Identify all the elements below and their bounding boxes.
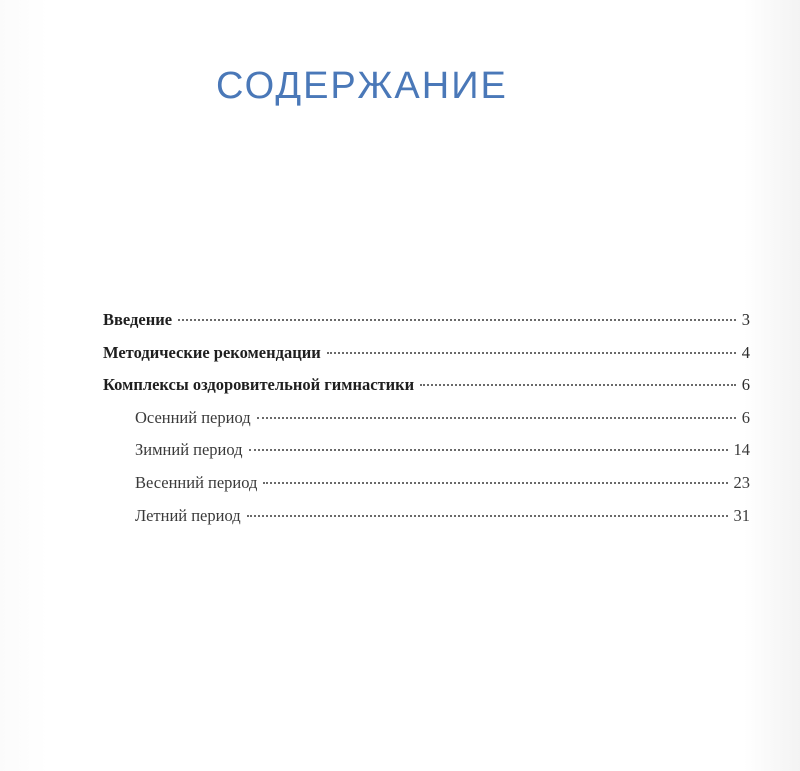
toc-entry-page: 31 <box>733 505 750 525</box>
toc-entry-spring-period[interactable] <box>103 473 750 506</box>
toc-entry-label: Комплексы оздоровительной гимнастики <box>103 375 415 395</box>
dot-leader <box>257 417 736 419</box>
dot-leader <box>178 319 736 321</box>
toc-entry-label: Осенний период <box>135 407 251 427</box>
toc-entry-autumn-period[interactable] <box>103 408 750 441</box>
dot-leader <box>247 515 728 517</box>
dot-leader <box>420 384 736 386</box>
toc-entry-introduction[interactable] <box>103 310 750 343</box>
dot-leader <box>249 449 728 451</box>
toc-entry-page: 6 <box>741 407 750 427</box>
toc-entry-label: Зимний период <box>135 440 243 460</box>
toc-entry-label: Введение <box>103 310 173 329</box>
dot-leader <box>327 352 736 354</box>
dot-leader <box>263 482 727 484</box>
toc-entry-label: Весенний период <box>135 472 258 492</box>
toc-entry-methodical-recommendations[interactable] <box>103 343 750 376</box>
toc-entry-page: 23 <box>733 472 750 492</box>
toc-entry-winter-period[interactable] <box>103 440 750 473</box>
toc-entry-label: Летний период <box>135 505 241 525</box>
toc-entry-page: 3 <box>741 310 750 329</box>
page-title: СОДЕРЖАНИЕ <box>216 65 508 107</box>
toc-entry-label: Методические рекомендации <box>103 342 321 362</box>
toc-entry-gymnastics-complexes[interactable] <box>103 375 750 408</box>
toc-entry-summer-period[interactable] <box>103 506 750 539</box>
toc-entry-page: 4 <box>741 342 750 362</box>
table-of-contents <box>103 310 750 538</box>
toc-entry-page: 14 <box>733 440 750 460</box>
toc-entry-page: 6 <box>741 375 750 395</box>
